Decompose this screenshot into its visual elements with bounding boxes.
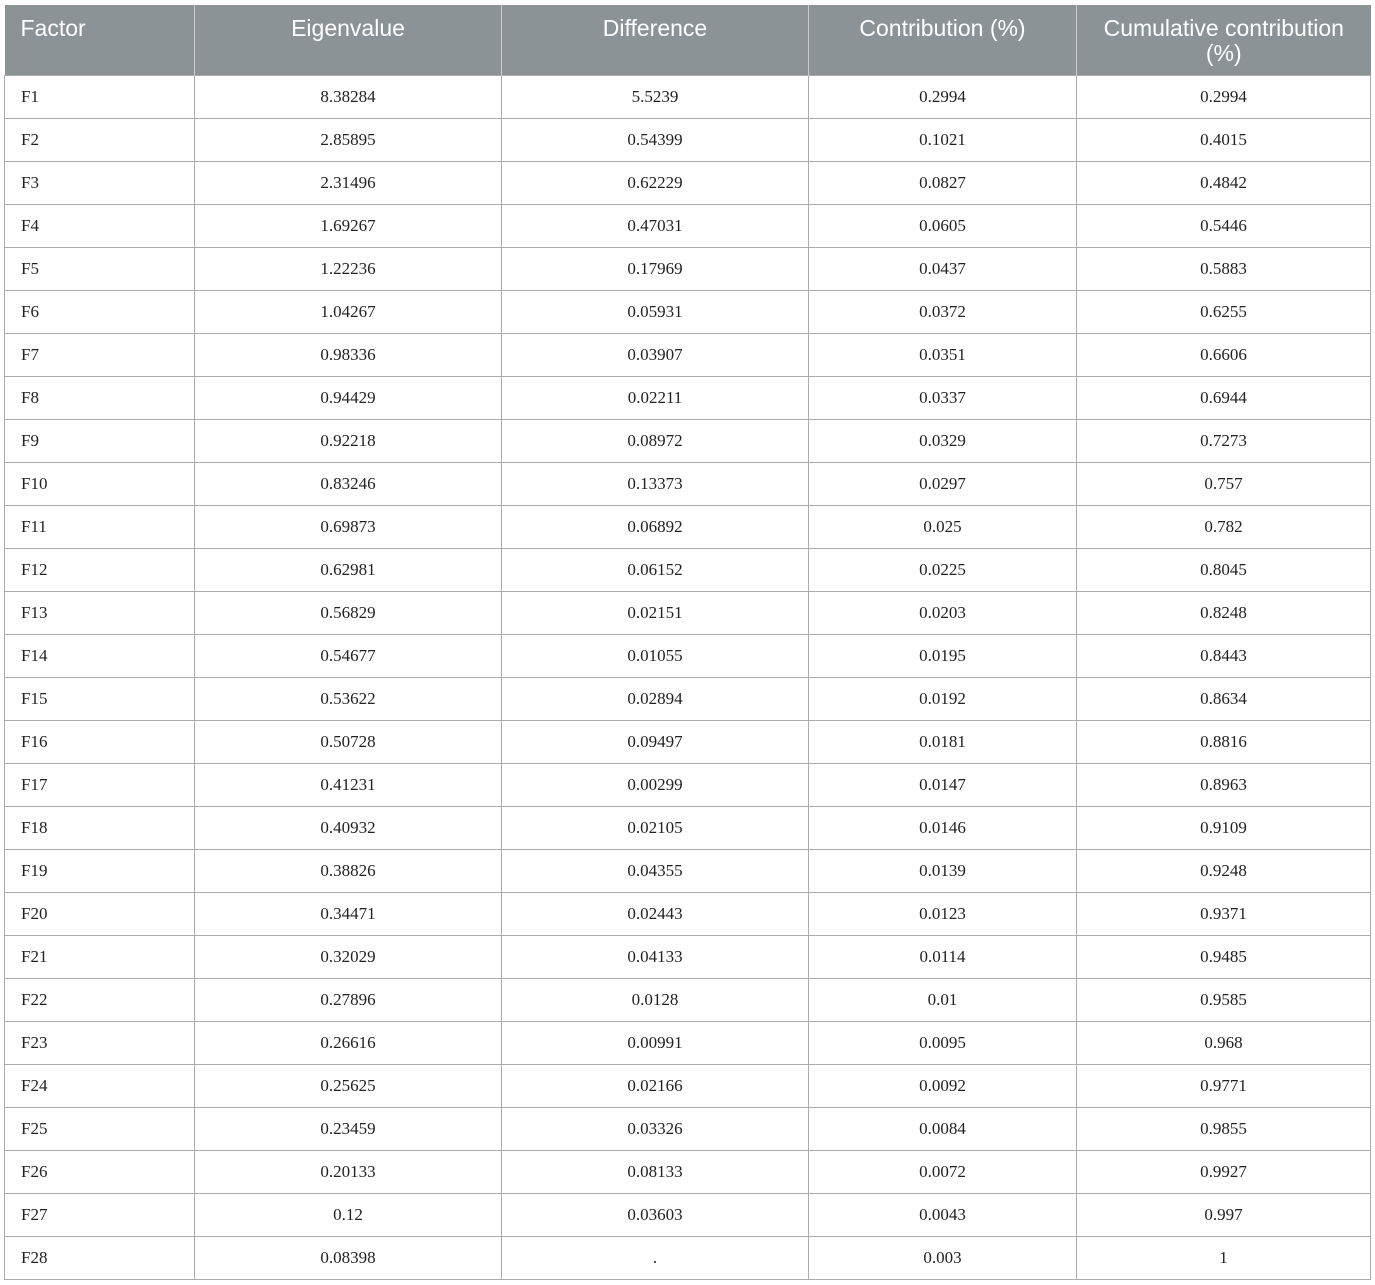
- table-row: [5, 204, 1371, 247]
- eigenvalue-cell: 0.23459: [195, 1107, 502, 1150]
- header-cumulative-contribution-label: Cumulative contribution (%): [1103, 15, 1344, 66]
- difference-cell: 0.54399: [502, 118, 809, 161]
- header-difference-label: Difference: [602, 15, 708, 41]
- table-row: [5, 720, 1371, 763]
- contribution-cell: 0.0372: [809, 290, 1077, 333]
- difference-cell: 0.06152: [502, 548, 809, 591]
- table-row: [5, 634, 1371, 677]
- eigenvalue-cell: 0.08398: [195, 1236, 502, 1279]
- factor-cell: F24: [5, 1064, 195, 1107]
- factor-cell: F18: [5, 806, 195, 849]
- factor-cell: F28: [5, 1236, 195, 1279]
- eigenvalue-cell: 0.12: [195, 1193, 502, 1236]
- factor-cell: F17: [5, 763, 195, 806]
- eigenvalue-cell: 1.69267: [195, 204, 502, 247]
- factor-cell: F4: [5, 204, 195, 247]
- table-row: [5, 548, 1371, 591]
- cumulative-contribution-cell: 0.968: [1077, 1021, 1371, 1064]
- difference-cell: 0.17969: [502, 247, 809, 290]
- eigenvalue-cell: 0.32029: [195, 935, 502, 978]
- factor-cell: F2: [5, 118, 195, 161]
- factor-cell: F20: [5, 892, 195, 935]
- factor-cell: F12: [5, 548, 195, 591]
- cumulative-contribution-cell: 0.4015: [1077, 118, 1371, 161]
- table-row: [5, 376, 1371, 419]
- header-factor-label: Factor: [20, 15, 86, 41]
- contribution-cell: 0.0351: [809, 333, 1077, 376]
- eigenvalue-cell: 1.04267: [195, 290, 502, 333]
- eigenvalue-cell: 0.94429: [195, 376, 502, 419]
- difference-cell: 0.08133: [502, 1150, 809, 1193]
- cumulative-contribution-cell: 0.8634: [1077, 677, 1371, 720]
- table-row: [5, 1150, 1371, 1193]
- contribution-cell: 0.0147: [809, 763, 1077, 806]
- table-row: [5, 333, 1371, 376]
- cumulative-contribution-cell: 0.997: [1077, 1193, 1371, 1236]
- difference-cell: 0.03603: [502, 1193, 809, 1236]
- table-row: [5, 419, 1371, 462]
- cumulative-contribution-cell: 0.8443: [1077, 634, 1371, 677]
- difference-cell: 0.03326: [502, 1107, 809, 1150]
- factor-cell: F27: [5, 1193, 195, 1236]
- difference-cell: 0.62229: [502, 161, 809, 204]
- factor-cell: F6: [5, 290, 195, 333]
- cumulative-contribution-cell: 0.8816: [1077, 720, 1371, 763]
- header-row: [5, 5, 1371, 75]
- cumulative-contribution-cell: 0.9485: [1077, 935, 1371, 978]
- difference-cell: 0.01055: [502, 634, 809, 677]
- eigenvalue-cell: 0.54677: [195, 634, 502, 677]
- factor-cell: F5: [5, 247, 195, 290]
- difference-cell: 0.47031: [502, 204, 809, 247]
- contribution-cell: 0.0043: [809, 1193, 1077, 1236]
- header-cumulative-contribution: [1077, 5, 1371, 75]
- contribution-cell: 0.0195: [809, 634, 1077, 677]
- difference-cell: 0.06892: [502, 505, 809, 548]
- difference-cell: 0.02211: [502, 376, 809, 419]
- table-row: [5, 849, 1371, 892]
- difference-cell: 0.05931: [502, 290, 809, 333]
- cumulative-contribution-cell: 1: [1077, 1236, 1371, 1279]
- eigenvalue-cell: 0.40932: [195, 806, 502, 849]
- eigenvalue-cell: 0.53622: [195, 677, 502, 720]
- table-row: [5, 1236, 1371, 1279]
- contribution-cell: 0.01: [809, 978, 1077, 1021]
- difference-cell: 0.00991: [502, 1021, 809, 1064]
- factor-cell: F25: [5, 1107, 195, 1150]
- contribution-cell: 0.0181: [809, 720, 1077, 763]
- contribution-cell: 0.0084: [809, 1107, 1077, 1150]
- table-row: [5, 462, 1371, 505]
- contribution-cell: 0.0605: [809, 204, 1077, 247]
- eigenvalue-table: [4, 5, 1371, 1280]
- eigenvalue-cell: 0.34471: [195, 892, 502, 935]
- contribution-cell: 0.2994: [809, 75, 1077, 118]
- table-row: [5, 247, 1371, 290]
- difference-cell: 0.08972: [502, 419, 809, 462]
- header-factor: [5, 5, 195, 75]
- factor-cell: F19: [5, 849, 195, 892]
- contribution-cell: 0.0114: [809, 935, 1077, 978]
- difference-cell: 0.02443: [502, 892, 809, 935]
- difference-cell: 0.00299: [502, 763, 809, 806]
- cumulative-contribution-cell: 0.7273: [1077, 419, 1371, 462]
- cumulative-contribution-cell: 0.6606: [1077, 333, 1371, 376]
- header-difference: [502, 5, 809, 75]
- table-row: [5, 677, 1371, 720]
- contribution-cell: 0.0827: [809, 161, 1077, 204]
- table-row: [5, 1107, 1371, 1150]
- table-row: [5, 935, 1371, 978]
- cumulative-contribution-cell: 0.782: [1077, 505, 1371, 548]
- difference-cell: 0.0128: [502, 978, 809, 1021]
- eigenvalue-cell: 0.38826: [195, 849, 502, 892]
- contribution-cell: 0.0329: [809, 419, 1077, 462]
- table-row: [5, 591, 1371, 634]
- cumulative-contribution-cell: 0.5446: [1077, 204, 1371, 247]
- table-row: [5, 1193, 1371, 1236]
- cumulative-contribution-cell: 0.8045: [1077, 548, 1371, 591]
- factor-cell: F3: [5, 161, 195, 204]
- contribution-cell: 0.0139: [809, 849, 1077, 892]
- factor-cell: F8: [5, 376, 195, 419]
- contribution-cell: 0.0146: [809, 806, 1077, 849]
- header-contribution-label: Contribution (%): [859, 15, 1026, 41]
- contribution-cell: 0.0192: [809, 677, 1077, 720]
- factor-cell: F7: [5, 333, 195, 376]
- eigenvalue-cell: 8.38284: [195, 75, 502, 118]
- cumulative-contribution-cell: 0.8963: [1077, 763, 1371, 806]
- contribution-cell: 0.0123: [809, 892, 1077, 935]
- difference-cell: 0.03907: [502, 333, 809, 376]
- table-row: [5, 892, 1371, 935]
- eigenvalue-cell: 0.20133: [195, 1150, 502, 1193]
- factor-cell: F13: [5, 591, 195, 634]
- table-row: [5, 978, 1371, 1021]
- cumulative-contribution-cell: 0.8248: [1077, 591, 1371, 634]
- eigenvalue-cell: 0.56829: [195, 591, 502, 634]
- factor-cell: F1: [5, 75, 195, 118]
- difference-cell: 5.5239: [502, 75, 809, 118]
- table-row: [5, 161, 1371, 204]
- difference-cell: .: [502, 1236, 809, 1279]
- eigenvalue-cell: 0.41231: [195, 763, 502, 806]
- difference-cell: 0.13373: [502, 462, 809, 505]
- factor-cell: F23: [5, 1021, 195, 1064]
- contribution-cell: 0.0092: [809, 1064, 1077, 1107]
- table-row: [5, 763, 1371, 806]
- difference-cell: 0.09497: [502, 720, 809, 763]
- eigenvalue-cell: 2.31496: [195, 161, 502, 204]
- header-contribution: [809, 5, 1077, 75]
- cumulative-contribution-cell: 0.9771: [1077, 1064, 1371, 1107]
- contribution-cell: 0.0337: [809, 376, 1077, 419]
- cumulative-contribution-cell: 0.757: [1077, 462, 1371, 505]
- eigenvalue-cell: 1.22236: [195, 247, 502, 290]
- eigenvalue-cell: 0.50728: [195, 720, 502, 763]
- header-eigenvalue: [195, 5, 502, 75]
- difference-cell: 0.02894: [502, 677, 809, 720]
- factor-cell: F14: [5, 634, 195, 677]
- cumulative-contribution-cell: 0.6944: [1077, 376, 1371, 419]
- cumulative-contribution-cell: 0.9855: [1077, 1107, 1371, 1150]
- table-row: [5, 1021, 1371, 1064]
- difference-cell: 0.04133: [502, 935, 809, 978]
- factor-cell: F21: [5, 935, 195, 978]
- eigenvalue-cell: 0.27896: [195, 978, 502, 1021]
- cumulative-contribution-cell: 0.5883: [1077, 247, 1371, 290]
- header-eigenvalue-label: Eigenvalue: [291, 15, 405, 41]
- difference-cell: 0.02105: [502, 806, 809, 849]
- eigenvalue-cell: 0.26616: [195, 1021, 502, 1064]
- cumulative-contribution-cell: 0.9109: [1077, 806, 1371, 849]
- eigenvalue-cell: 0.69873: [195, 505, 502, 548]
- contribution-cell: 0.1021: [809, 118, 1077, 161]
- difference-cell: 0.02166: [502, 1064, 809, 1107]
- eigenvalue-cell: 0.25625: [195, 1064, 502, 1107]
- eigenvalue-cell: 2.85895: [195, 118, 502, 161]
- factor-cell: F26: [5, 1150, 195, 1193]
- eigenvalue-cell: 0.62981: [195, 548, 502, 591]
- contribution-cell: 0.003: [809, 1236, 1077, 1279]
- factor-cell: F11: [5, 505, 195, 548]
- table-row: [5, 118, 1371, 161]
- factor-cell: F22: [5, 978, 195, 1021]
- cumulative-contribution-cell: 0.9927: [1077, 1150, 1371, 1193]
- table-row: [5, 290, 1371, 333]
- factor-cell: F16: [5, 720, 195, 763]
- cumulative-contribution-cell: 0.2994: [1077, 75, 1371, 118]
- difference-cell: 0.04355: [502, 849, 809, 892]
- eigenvalue-cell: 0.92218: [195, 419, 502, 462]
- contribution-cell: 0.0095: [809, 1021, 1077, 1064]
- eigenvalue-cell: 0.83246: [195, 462, 502, 505]
- contribution-cell: 0.025: [809, 505, 1077, 548]
- table-body: [5, 75, 1371, 1279]
- cumulative-contribution-cell: 0.4842: [1077, 161, 1371, 204]
- factor-cell: F10: [5, 462, 195, 505]
- factor-cell: F15: [5, 677, 195, 720]
- table-row: [5, 75, 1371, 118]
- table-row: [5, 806, 1371, 849]
- table-row: [5, 1064, 1371, 1107]
- cumulative-contribution-cell: 0.9371: [1077, 892, 1371, 935]
- contribution-cell: 0.0297: [809, 462, 1077, 505]
- eigenvalue-cell: 0.98336: [195, 333, 502, 376]
- difference-cell: 0.02151: [502, 591, 809, 634]
- contribution-cell: 0.0072: [809, 1150, 1077, 1193]
- contribution-cell: 0.0437: [809, 247, 1077, 290]
- table-row: [5, 505, 1371, 548]
- cumulative-contribution-cell: 0.9585: [1077, 978, 1371, 1021]
- contribution-cell: 0.0203: [809, 591, 1077, 634]
- contribution-cell: 0.0225: [809, 548, 1077, 591]
- table-header: [5, 5, 1371, 75]
- cumulative-contribution-cell: 0.6255: [1077, 290, 1371, 333]
- factor-cell: F9: [5, 419, 195, 462]
- cumulative-contribution-cell: 0.9248: [1077, 849, 1371, 892]
